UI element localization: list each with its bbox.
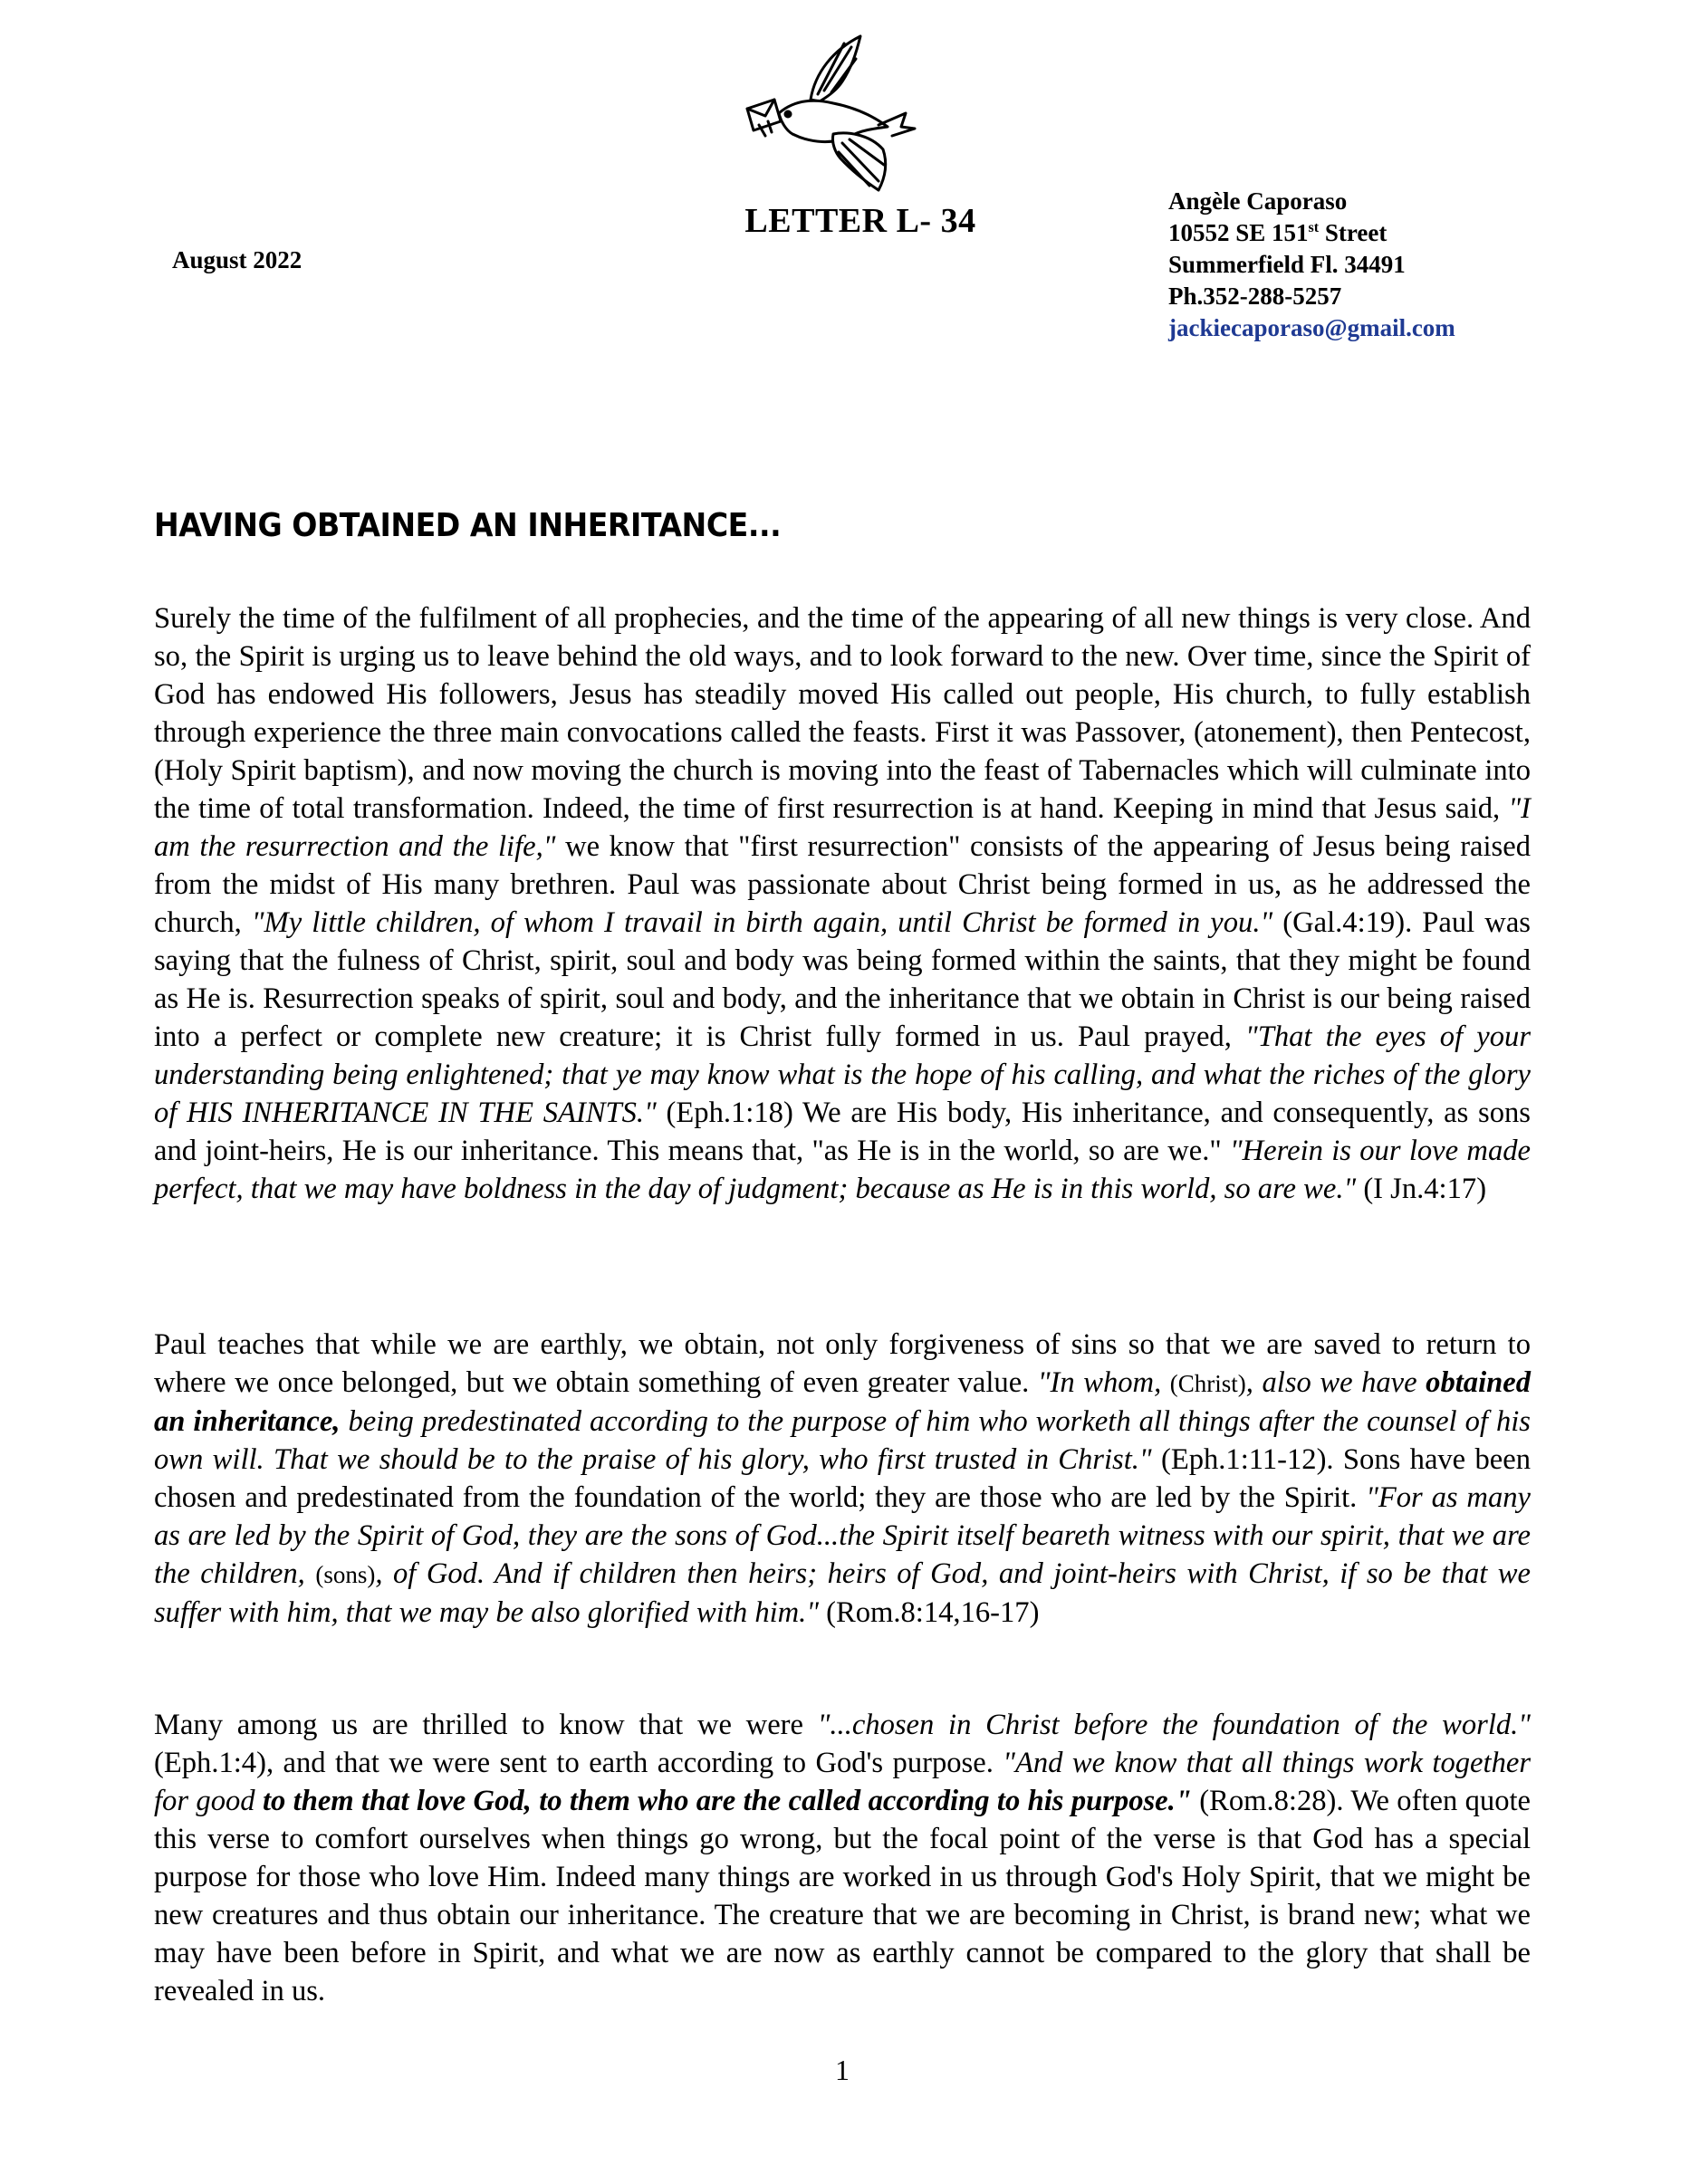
- sender-name: Angèle Caporaso: [1168, 187, 1348, 215]
- section-heading: HAVING OBTAINED AN INHERITANCE...: [154, 507, 782, 544]
- body-paragraph-3: Many among us are thrilled to know that we were "...chosen in Christ before the foundation of the world." (Eph.1:4), and that we were sent to earth according to God's purpose. "And we know that all things work together for good to them that love God, to them who are the called according to his purpose." (Rom.8:28). We often quote this verse to comfort ourselves when things go wrong, but the focal point of the verse is that God has a special purpose for those who love Him. Indeed many things are worked in us through God's Holy Spirit, that we might be new creatures and thus obtain our inheritance. The creature that we are becoming in Christ, is brand new; what we may have been before in Spirit, and what we are now as earthly cannot be compared to the glory that shall be revealed in us.: [154, 1709, 1532, 2007]
- sender-street: 10552 SE 151st Street: [1168, 219, 1388, 246]
- body-paragraph-1: Surely the time of the fulfilment of all prophecies, and the time of the appearing of all new things is very close. And so, the Spirit is urging us to leave behind the old ways, and to look forward to the new. Over time, since the Spirit of God has endowed His followers, Jesus has steadily moved His called out people, His church, to fully establish through experience the three main convocations called the feasts. First it was Passover, (atonement), then Pentecost, (Holy Spirit baptism), and now moving the church is moving into the feast of Tabernacles which will culminate into the time of total transformation. Indeed, the time of first resurrection is at hand. Keeping in mind that Jesus said, "I am the resurrection and the life," we know that "first resurrection" consists of the appearing of Jesus being raised from the midst of His many brethren. Paul was passionate about Christ being formed in us, as he addressed the church, "My little children, of whom I travail in birth again, until Christ be formed in you." (Gal.4:19). Paul was saying that the fulness of Christ, spirit, soul and body was being formed within the saints, that they might be found as He is. Resurrection speaks of spirit, soul and body, and the inheritance that we obtain in Christ is our being raised into a perfect or complete new creature; it is Christ fully formed in us. Paul prayed, "That the eyes of your understanding being enlightened; that ye may know what is the hope of his calling, and what the riches of the glory of HIS INHERITANCE IN THE SAINTS." (Eph.1:18) We are His body, His inheritance, and consequently, as sons and joint-heirs, He is our inheritance. This means that, "as He is in the world, so are we." "Herein is our love made perfect, that we may have boldness in the day of judgment; because as He is in this world, so are we." (I Jn.4:17): [154, 602, 1531, 1205]
- sender-address-block: [1168, 186, 1455, 344]
- dove-with-letter-icon: [725, 27, 924, 199]
- letter-title: LETTER L- 34: [744, 202, 976, 240]
- page-number: 1: [835, 2054, 850, 2086]
- letter-date: August 2022: [172, 246, 302, 273]
- sender-phone: Ph.352-288-5257: [1168, 283, 1342, 310]
- body-paragraph-2: Paul teaches that while we are earthly, we obtain, not only forgiveness of sins so that we are saved to return to where we once belonged, but we obtain something of even greater value. "In whom, (Christ), also we have obtained an inheritance, being predestinated according to the purpose of him who worketh all things after the counsel of his own will. That we should be to the praise of his glory, who first trusted in Christ." (Eph.1:11-12). Sons have been chosen and predestinated from the foundation of the world; they are those who are led by the Spirit. "For as many as are led by the Spirit of God, they are the sons of God...the Spirit itself beareth witness with our spirit, that we are the children, (sons), of God. And if children then heirs; heirs of God, and joint-heirs with Christ, if so be that we suffer with him, that we may be also glorified with him." (Rom.8:14,16-17): [154, 1328, 1531, 1629]
- sender-email-link[interactable]: jackiecaporaso@gmail.com: [1168, 314, 1455, 341]
- sender-city: Summerfield Fl. 34491: [1168, 251, 1406, 278]
